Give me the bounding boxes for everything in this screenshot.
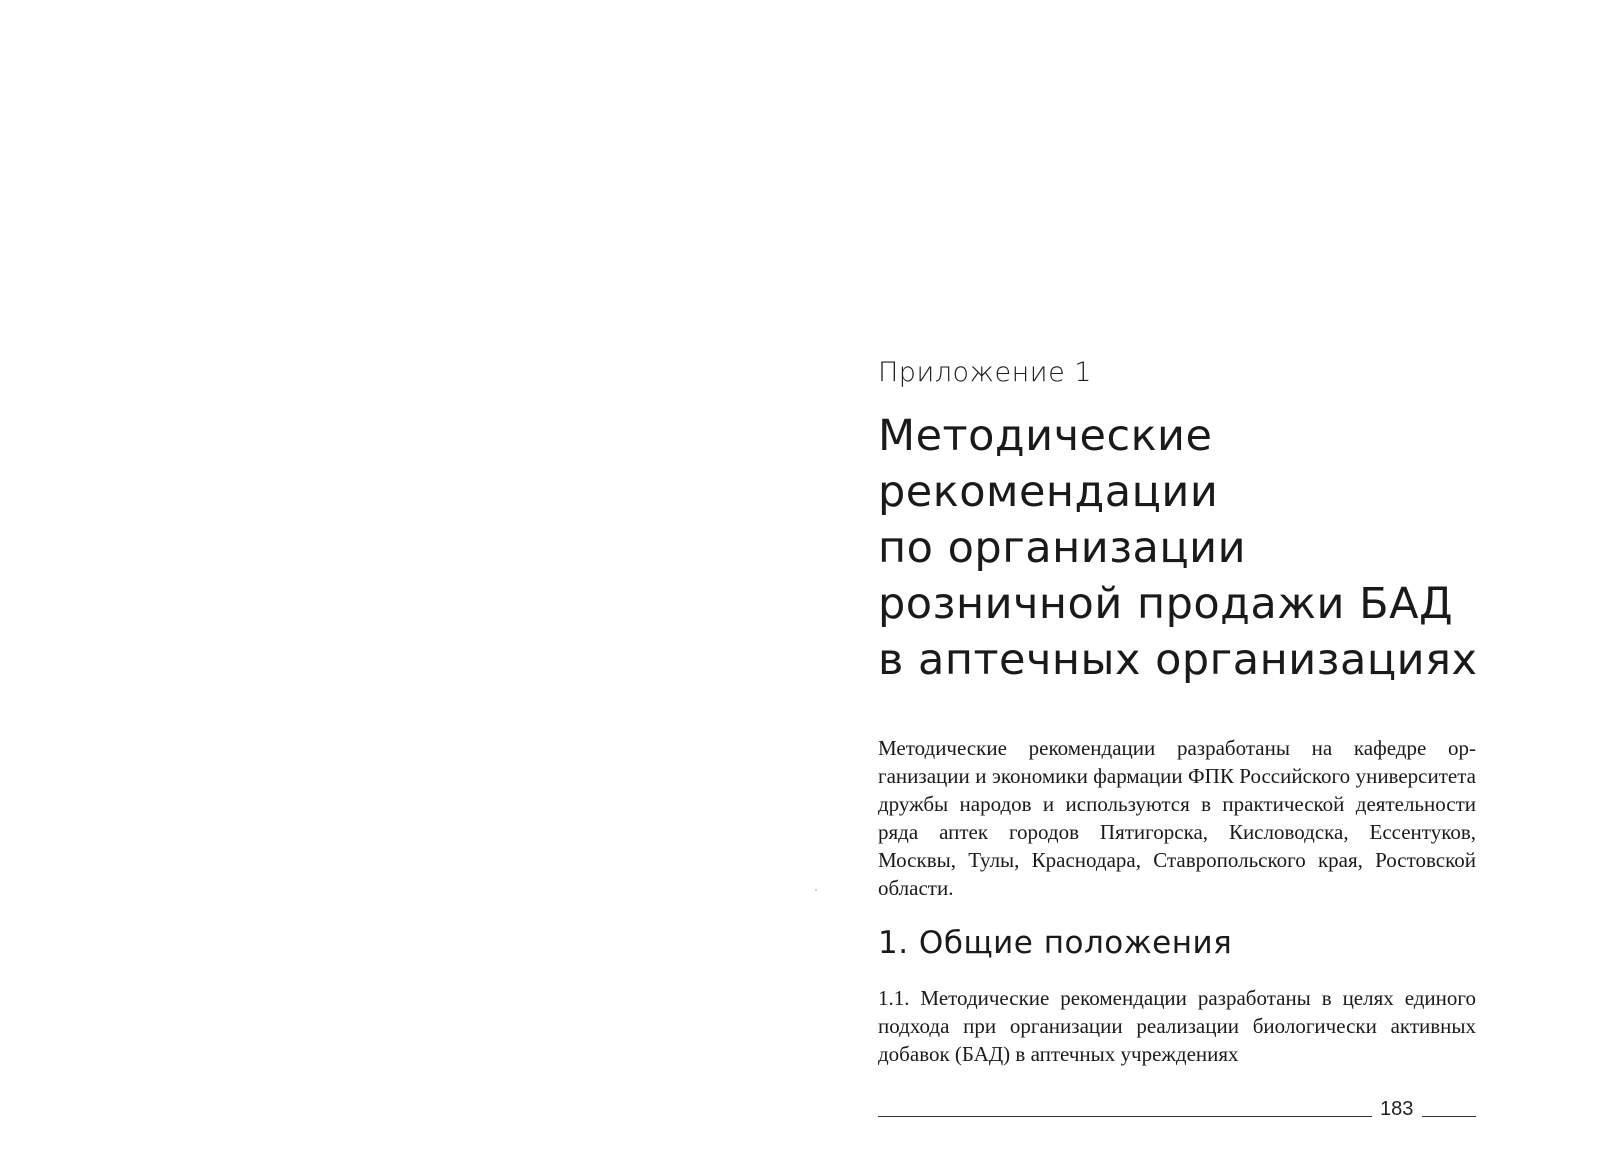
title-line: в аптечных организациях bbox=[878, 635, 1478, 685]
section-heading: 1. Общие положения bbox=[878, 925, 1233, 961]
page-number: 183 bbox=[1380, 1098, 1414, 1120]
footer-rule-right bbox=[1422, 1116, 1476, 1117]
appendix-label: Приложение 1 bbox=[878, 357, 1092, 388]
footer-rule-left bbox=[878, 1116, 1372, 1117]
title-line: рекомендации bbox=[878, 467, 1219, 517]
section-paragraph: 1.1. Методические рекомендации разработаны в целях единого подхода при организации реализации биологически активных добавок (БАД) в аптечных учреждениях bbox=[878, 986, 1476, 1066]
title-line: розничной продажи БАД bbox=[878, 579, 1454, 629]
right-page bbox=[878, 0, 1476, 1174]
scan-speck bbox=[815, 889, 817, 891]
page-title bbox=[878, 408, 1478, 688]
page-footer bbox=[878, 1098, 1476, 1122]
title-line: Методические bbox=[878, 411, 1213, 461]
title-line: по организации bbox=[878, 523, 1247, 573]
intro-paragraph: Методические рекомендации разработаны на кафедре организации и экономики фармации ФПК Российского университета дружбы народов и используются в практической деятельности ряда аптек городов Пятигорска, Кисловодска, Ессентуков, Москвы, Тулы, Краснодара, Ставропольского края, Ростовской области. bbox=[878, 736, 1476, 900]
